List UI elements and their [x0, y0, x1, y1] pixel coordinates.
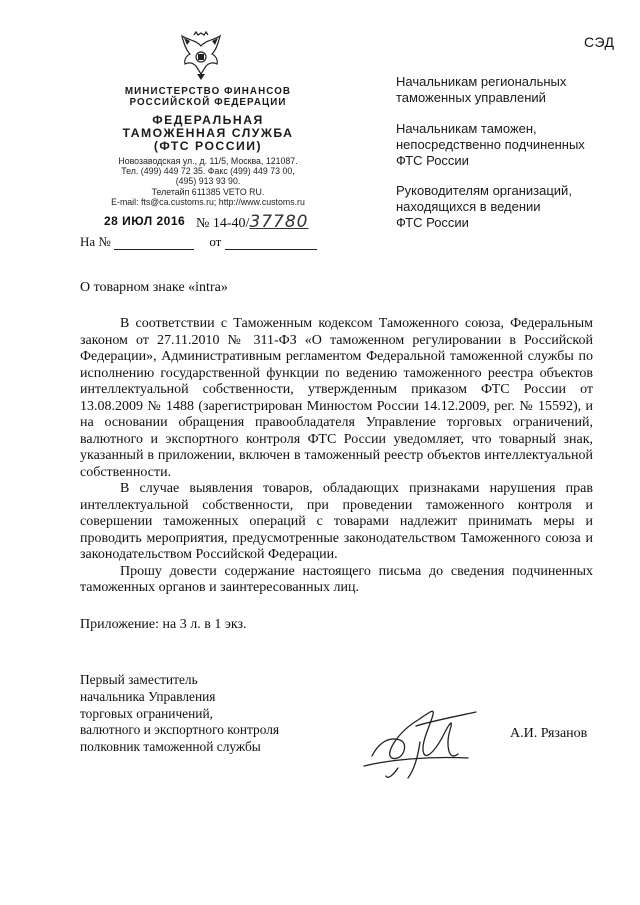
service-line: (ФТС РОССИИ)	[153, 139, 263, 153]
reference-date-blank	[225, 236, 317, 250]
signatory-title-line: торговых ограничений,	[80, 705, 213, 721]
registration-date-stamp: 28 ИЮЛ 2016	[104, 214, 186, 228]
letter-subject: О товарном знаке «intra»	[80, 280, 228, 295]
reference-number-label: На №	[80, 234, 111, 249]
service-name	[86, 114, 330, 153]
signatory-title-line: Первый заместитель	[80, 672, 198, 687]
annex-note: Приложение: на 3 л. в 1 экз.	[80, 617, 247, 632]
body-paragraph: В случае выявления товаров, обладающих признаками нарушения прав интеллектуальной собственности, при проведении таможенного контроля и совершении таможенных операций с товарами надлежит принимать меры и проводить мероприятия, предусмотренные законодательством Таможенного союза и законодательством Российской Федерации.	[80, 481, 593, 562]
double-headed-eagle-emblem-icon	[176, 30, 226, 82]
letter-body	[80, 316, 593, 597]
service-line: ФЕДЕРАЛЬНАЯ	[152, 113, 264, 127]
body-paragraph: В соответствии с Таможенным кодексом Таможенного союза, Федеральным законом от 27.11.2010 № 311-ФЗ «О таможенном регулировании в Российской Федерации», Административным регламентом Федеральной таможенной службы по исполнению государственной функции по ведению таможенного реестра объектов интеллектуальной собственности, утвержденным приказом ФТС России от 13.08.2009 № 1488 (зарегистрирован Минюстом России 14.12.2009, рег. № 15592), и на основании обращения правообладателя Управление торговых ограничений, валютного и экспортного контроля ФТС России уведомляет, что товарный знак, указанный в приложении, включен в таможенный реестр объектов интеллектуальной собственности.	[80, 316, 593, 480]
addressee-block	[396, 74, 596, 106]
address-line: (495) 913 93 90.	[175, 176, 241, 187]
ministry-line: РОССИЙСКОЙ ФЕДЕРАЦИИ	[129, 97, 287, 108]
address-line: Тел. (499) 449 72 35. Факс (499) 449 73 00,	[121, 166, 295, 177]
signatory-title-line: валютного и экспортного контроля	[80, 722, 280, 738]
ministry-name	[86, 86, 330, 108]
document-system-mark: СЭД	[584, 34, 615, 50]
signatory-title-line: полковник таможенной службы	[80, 739, 261, 755]
addressee-line: находящихся в ведении	[396, 199, 541, 214]
contact-address	[86, 156, 330, 207]
addressee-line: Начальникам региональных	[396, 74, 567, 89]
address-line: Новозаводская ул., д. 11/5, Москва, 121087.	[118, 156, 298, 166]
addressee-block	[396, 183, 596, 231]
signatory-name: А.И. Рязанов	[510, 726, 588, 741]
registration-number-prefix: № 14-40/	[196, 216, 250, 231]
address-line: E-mail: fts@ca.customs.ru; http://www.customs.ru	[111, 196, 305, 207]
addressee-line: Начальникам таможен,	[396, 121, 537, 136]
addressee-line: ФТС России	[396, 215, 469, 230]
addressee-block	[396, 121, 596, 169]
signatory-title-line: начальника Управления	[80, 688, 216, 704]
addressee-line: ФТС России	[396, 153, 469, 168]
signatory-title	[80, 672, 279, 756]
body-paragraph: Прошу довести содержание настоящего письма до сведения подчиненных таможенных органов и заинтересованных лиц.	[80, 563, 593, 595]
registration-number-handwritten: 37780	[249, 212, 309, 232]
reference-line	[80, 234, 317, 250]
reference-number-blank	[114, 236, 194, 250]
registration-number	[196, 212, 309, 232]
ministry-line: МИНИСТЕРСТВО ФИНАНСОВ	[124, 86, 292, 97]
addressee-line: непосредственно подчиненных	[396, 137, 585, 152]
service-line: ТАМОЖЕННАЯ СЛУЖБА	[122, 126, 294, 140]
reference-date-label: от	[209, 234, 222, 249]
handwritten-signature-icon	[358, 696, 498, 782]
address-line: Телетайп 611385 VETO RU.	[151, 186, 265, 197]
addressee-line: таможенных управлений	[396, 90, 546, 105]
addressee-line: Руководителям организаций,	[396, 183, 572, 198]
